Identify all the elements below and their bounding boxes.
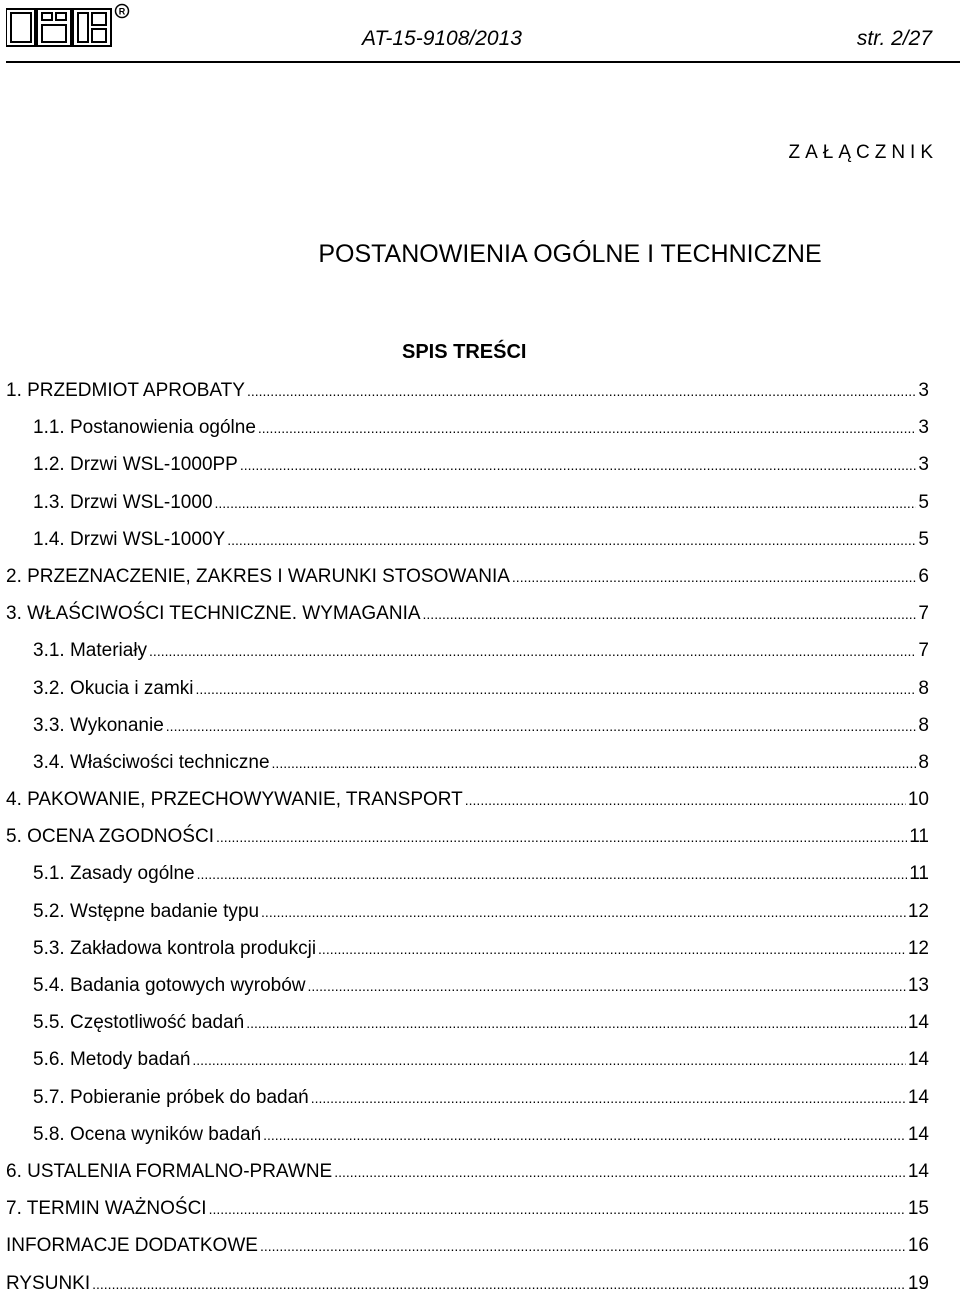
toc-leader-dots xyxy=(261,901,906,923)
toc-entry-label: 3. WŁAŚCIWOŚCI TECHNICZNE. WYMAGANIA xyxy=(6,603,421,625)
toc-entry-label: 6. USTALENIA FORMALNO-PRAWNE xyxy=(6,1160,333,1182)
toc-entry-label: 3.4. Właściwości techniczne xyxy=(33,751,270,773)
document-number: AT-15-9108/2013 xyxy=(362,27,522,50)
toc-entry[interactable] xyxy=(6,1049,929,1086)
toc-entry[interactable] xyxy=(6,454,929,491)
toc-leader-dots xyxy=(166,715,917,737)
toc-entry[interactable] xyxy=(6,938,929,975)
toc-leader-dots xyxy=(423,603,917,625)
toc-entry-page: 14 xyxy=(907,1012,929,1034)
toc-entry-page: 15 xyxy=(907,1198,929,1220)
toc-leader-dots xyxy=(197,863,908,885)
toc-entry[interactable] xyxy=(6,1087,929,1124)
toc-leader-dots xyxy=(308,975,906,997)
toc-entry-page: 13 xyxy=(907,975,929,996)
toc-entry-label: 5.8. Ocena wyników badań xyxy=(33,1123,262,1145)
toc-entry[interactable] xyxy=(6,789,929,826)
toc-entry[interactable] xyxy=(6,417,929,454)
toc-entry-page: 14 xyxy=(907,1086,929,1108)
toc-entry[interactable] xyxy=(6,640,929,677)
toc-entry-page: 11 xyxy=(909,863,929,885)
toc-entry-page: 5 xyxy=(918,528,929,550)
toc-leader-dots xyxy=(311,1087,906,1109)
toc-entry-page: 8 xyxy=(918,714,929,736)
toc-leader-dots xyxy=(465,789,906,811)
toc-entry-label: 1.4. Drzwi WSL-1000Y xyxy=(33,528,226,550)
toc-leader-dots xyxy=(258,417,917,439)
toc-leader-dots xyxy=(263,1124,906,1146)
toc-leader-dots xyxy=(512,566,917,588)
toc-entry[interactable] xyxy=(6,863,929,900)
toc-entry-page: 3 xyxy=(918,454,929,476)
toc-leader-dots xyxy=(192,1049,905,1071)
toc-entry-page: 12 xyxy=(907,900,929,922)
toc-entry-label: 5. OCENA ZGODNOŚCI xyxy=(6,826,214,848)
toc-entry-page: 12 xyxy=(907,937,929,959)
toc-entry-label: 3.1. Materiały xyxy=(33,640,148,662)
toc-entry-label: 5.5. Częstotliwość badań xyxy=(33,1012,245,1034)
toc-entry-page: 16 xyxy=(907,1235,929,1257)
main-title: POSTANOWIENIA OGÓLNE I TECHNICZNE xyxy=(318,240,822,268)
toc-entry-page: 19 xyxy=(907,1272,929,1294)
toc-entry[interactable] xyxy=(6,715,929,752)
toc-entry[interactable] xyxy=(6,1124,929,1161)
toc-entry-page: 7 xyxy=(918,603,929,625)
toc-leader-dots xyxy=(247,380,916,402)
toc-entry-label: 7. TERMIN WAŻNOŚCI xyxy=(6,1198,207,1220)
svg-text:R: R xyxy=(118,6,126,17)
toc-entry-label: 3.2. Okucia i zamki xyxy=(33,677,194,699)
toc-entry[interactable] xyxy=(6,975,929,1012)
toc-leader-dots xyxy=(215,492,917,514)
toc-title: SPIS TREŚCI xyxy=(402,341,527,363)
toc-entry-page: 3 xyxy=(918,417,929,439)
toc-entry-page: 11 xyxy=(909,826,929,848)
toc-entry-label: 1.1. Postanowienia ogólne xyxy=(33,417,256,439)
toc-entry[interactable] xyxy=(6,752,929,789)
toc-leader-dots xyxy=(240,454,917,476)
toc-leader-dots xyxy=(260,1235,906,1257)
toc-leader-dots xyxy=(272,752,917,774)
toc-entry-page: 8 xyxy=(918,677,929,699)
toc-entry-page: 7 xyxy=(918,640,929,662)
toc-leader-dots xyxy=(246,1012,906,1034)
toc-entry-label: 5.6. Metody badań xyxy=(33,1049,191,1071)
toc-leader-dots xyxy=(209,1198,906,1220)
main-title-wrap xyxy=(0,240,950,268)
toc-entry-page: 3 xyxy=(918,380,929,401)
toc-entry[interactable] xyxy=(6,901,929,938)
toc-entry-page: 14 xyxy=(907,1160,929,1182)
toc-entry-label: RYSUNKI xyxy=(6,1272,91,1294)
toc-entry-page: 5 xyxy=(918,491,929,513)
toc-entry-label: 4. PAKOWANIE, PRZECHOWYWANIE, TRANSPORT xyxy=(6,789,463,811)
toc-entry-label: INFORMACJE DODATKOWE xyxy=(6,1235,258,1257)
toc-entry-label: 5.1. Zasady ogólne xyxy=(33,863,195,885)
toc-entry-label: 1.3. Drzwi WSL-1000 xyxy=(33,491,213,513)
toc-entry[interactable] xyxy=(6,1273,929,1310)
toc-entry[interactable] xyxy=(6,1235,929,1272)
toc-entry-label: 2. PRZEZNACZENIE, ZAKRES I WARUNKI STOSOWANIA xyxy=(6,565,510,587)
toc-entry-page: 14 xyxy=(907,1049,929,1071)
toc-entry-page: 8 xyxy=(918,751,929,773)
toc-leader-dots xyxy=(92,1273,906,1295)
toc-entry[interactable] xyxy=(6,1198,929,1235)
toc-entry-label: 1.2. Drzwi WSL-1000PP xyxy=(33,454,238,476)
toc-entry-label: 1. PRZEDMIOT APROBATY xyxy=(6,380,245,401)
toc-entry-label: 3.3. Wykonanie xyxy=(33,714,164,736)
toc-entry[interactable] xyxy=(6,492,929,529)
toc-entry-page: 14 xyxy=(907,1123,929,1145)
toc-leader-dots xyxy=(227,529,916,551)
toc-entry[interactable] xyxy=(6,1161,929,1198)
table-of-contents xyxy=(6,380,929,1310)
toc-entry[interactable] xyxy=(6,603,929,640)
toc-leader-dots xyxy=(334,1161,906,1183)
toc-entry[interactable] xyxy=(6,566,929,603)
toc-leader-dots xyxy=(196,678,917,700)
toc-entry-page: 10 xyxy=(907,789,929,811)
toc-entry-label: 5.4. Badania gotowych wyrobów xyxy=(33,975,306,996)
toc-entry-label: 5.2. Wstępne badanie typu xyxy=(33,900,260,922)
toc-entry[interactable] xyxy=(6,678,929,715)
page-number: str. 2/27 xyxy=(856,27,932,50)
toc-entry-page: 6 xyxy=(918,565,929,587)
toc-leader-dots xyxy=(216,826,907,848)
toc-leader-dots xyxy=(149,640,916,662)
toc-entry-label: 5.3. Zakładowa kontrola produkcji xyxy=(33,937,317,959)
itb-logo xyxy=(6,3,130,47)
toc-entry-label: 5.7. Pobieranie próbek do badań xyxy=(33,1086,309,1108)
toc-entry[interactable] xyxy=(6,826,929,863)
header-divider xyxy=(6,61,960,63)
toc-entry[interactable] xyxy=(6,529,929,566)
toc-entry[interactable] xyxy=(6,1012,929,1049)
toc-entry[interactable] xyxy=(6,380,929,417)
toc-leader-dots xyxy=(318,938,906,960)
annex-label: ZAŁĄCZNIK xyxy=(788,142,938,163)
